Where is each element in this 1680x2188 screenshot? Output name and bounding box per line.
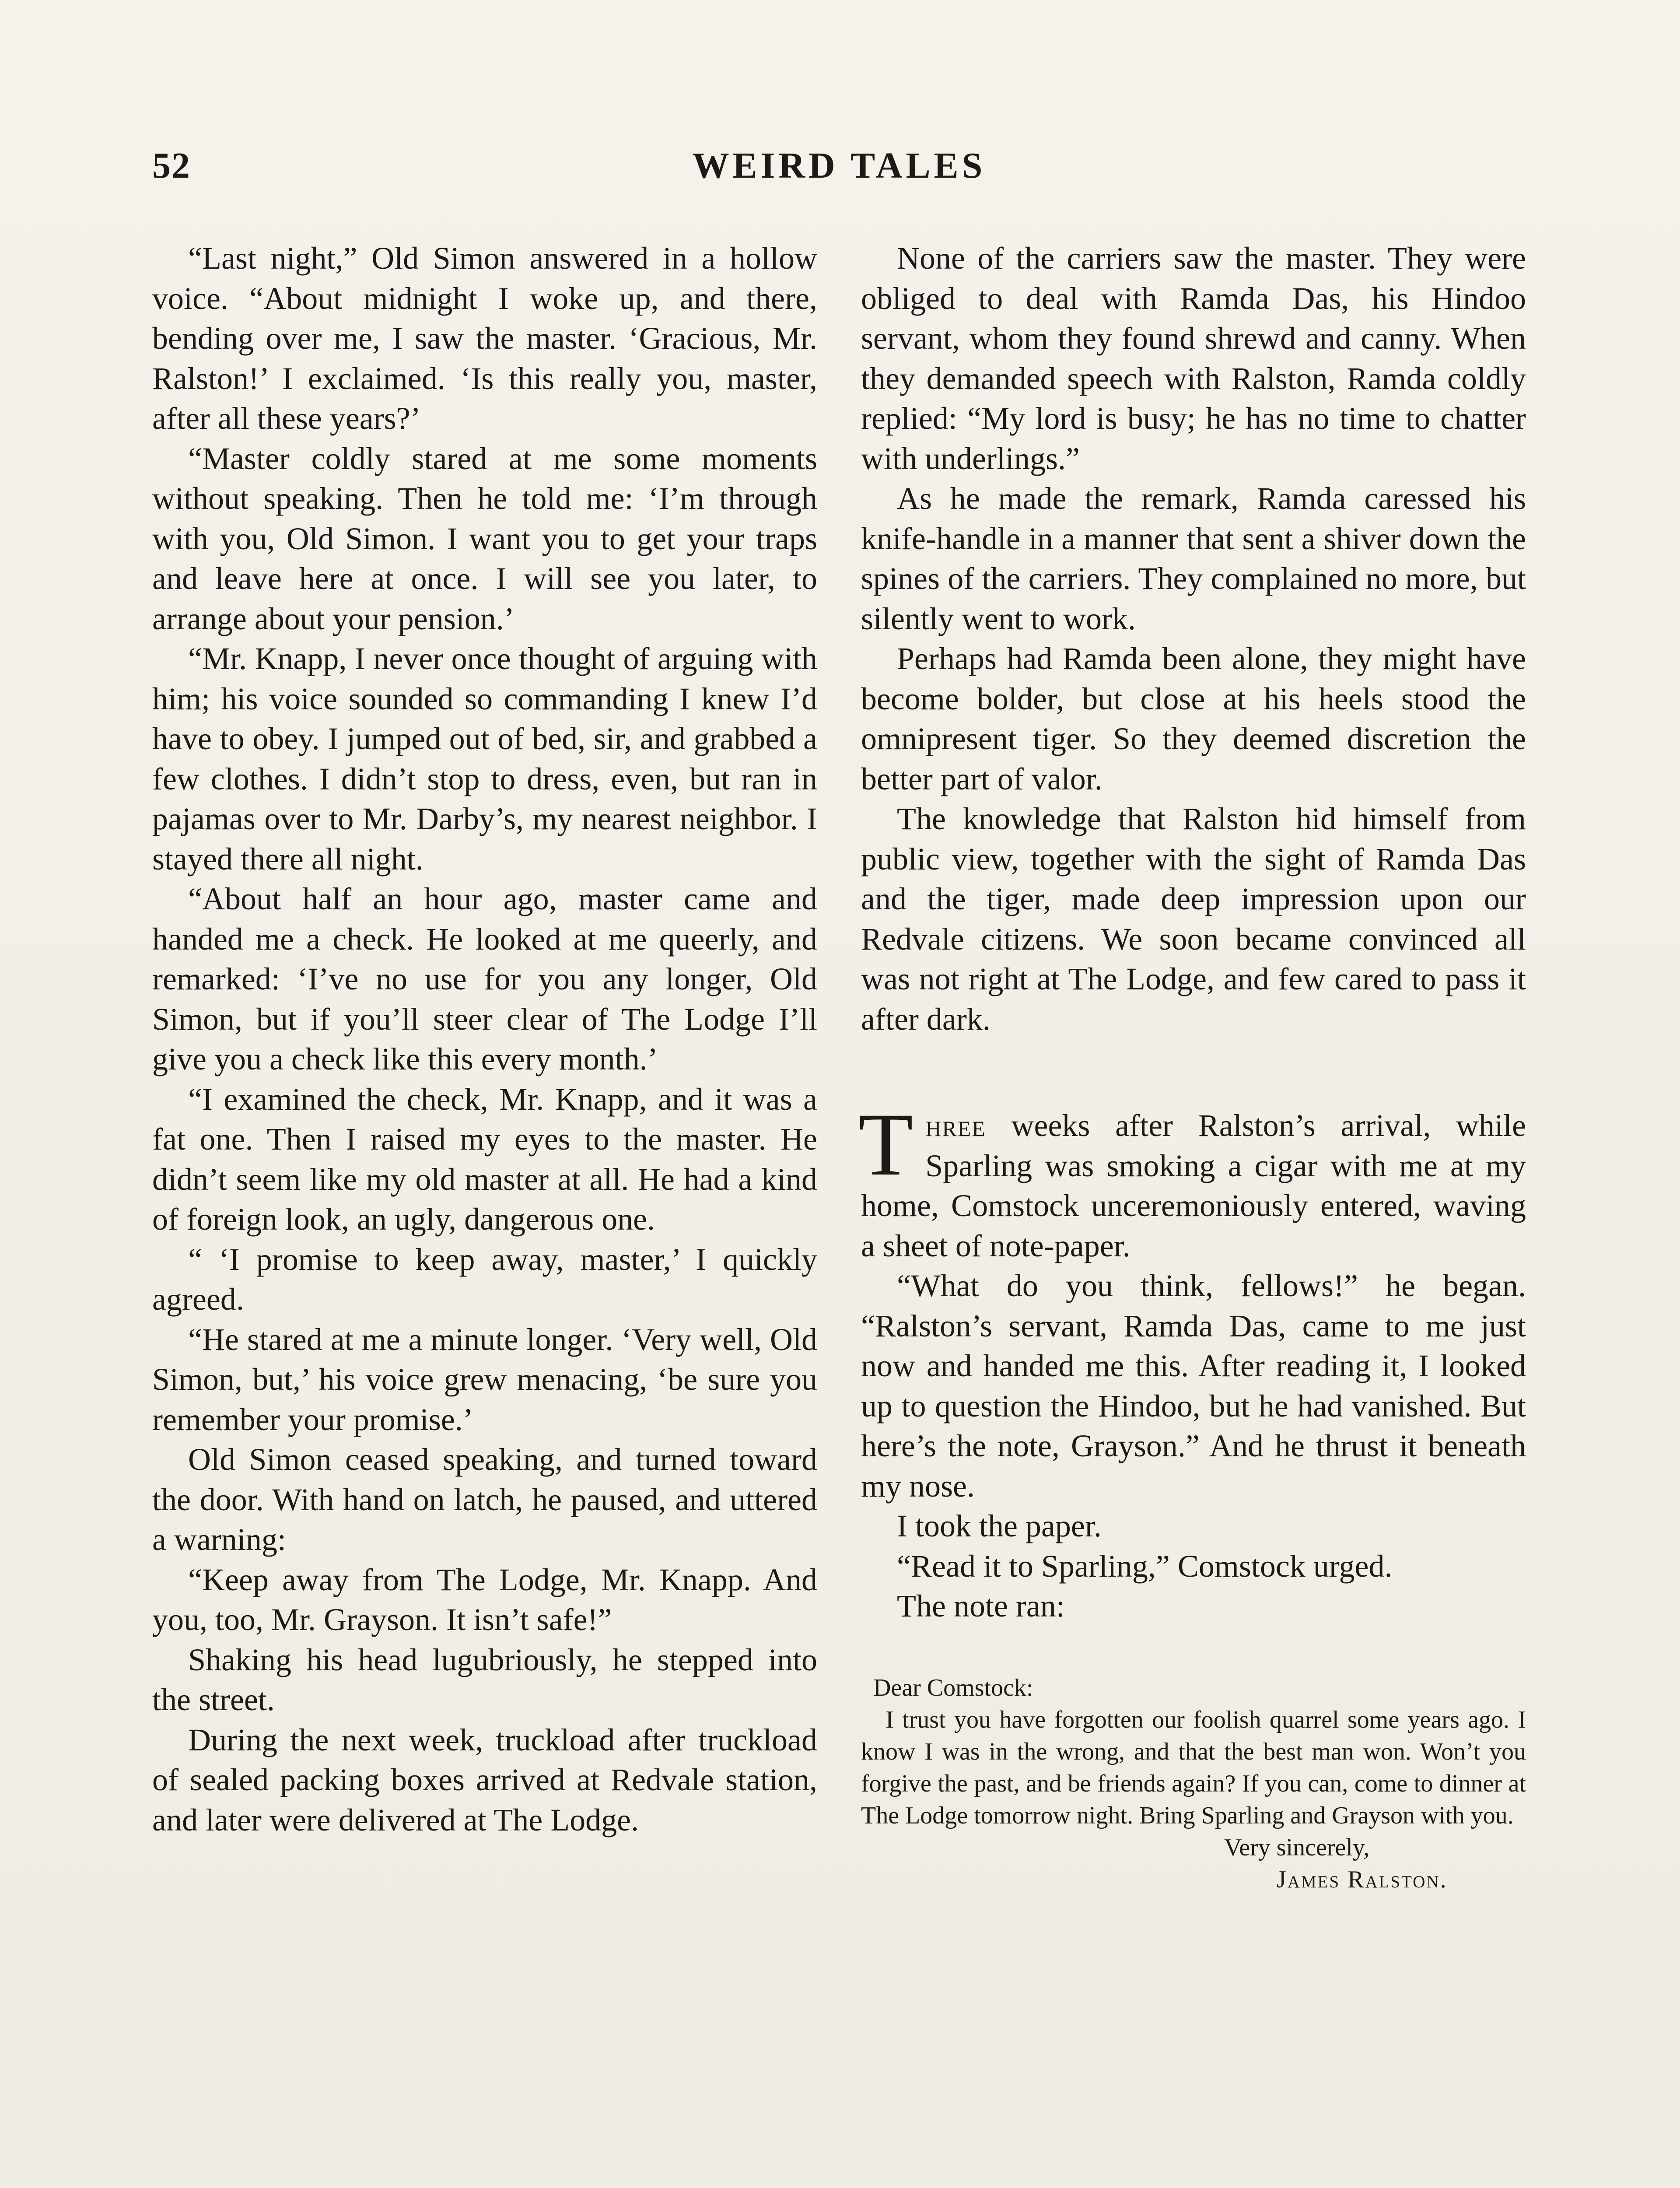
letter-salutation: Dear Comstock: (873, 1674, 1033, 1701)
paragraph: I took the paper. (897, 1508, 1102, 1543)
paragraph: During the next week, truckload after truckload of sealed packing boxes arrived at Redvale station, and later were delivered at The Lodge. (152, 1722, 817, 1837)
paragraph: As he made the remark, Ramda caressed his knife-handle in a manner that sent a shiver down the spines of the carriers. They complained no more, but silently went to work. (861, 481, 1526, 636)
paragraph: The knowledge that Ralston hid himself from public view, together with the sight of Ramda Das and the tiger, made deep impression upon our Redvale citizens. We soon became convinced all was not right at The Lodge, and few cared to pass it after dark. (861, 801, 1526, 1037)
small-caps-lead: hree (925, 1108, 986, 1143)
drop-cap: T (858, 1095, 914, 1194)
paragraph: “He stared at me a minute longer. ‘Very well, Old Simon, but,’ his voice grew menacing, ‘be sure you remember your promise.’ (152, 1322, 817, 1437)
paragraph: Perhaps had Ramda been alone, they might have become bolder, but close at his heels stood the omnipresent tiger. So they deemed discretion the better part of valor. (861, 641, 1526, 796)
running-title: WEIRD TALES (692, 145, 986, 186)
paragraph: “Read it to Sparling,” Comstock urged. (897, 1548, 1393, 1584)
paragraph: “Master coldly stared at me some moments without speaking. Then he told me: ‘I’m through with you, Old Simon. I want you to get your traps and leave here at once. I will see you later, to arrange about your pension.’ (152, 441, 817, 636)
paragraph: None of the carriers saw the master. They were obliged to deal with Ramda Das, his Hindoo servant, whom they found shrewd and canny. When they demanded speech with Ralston, Ramda coldly replied: “My lord is busy; he has no time to chatter with underlings.” (861, 241, 1526, 476)
left-column (152, 238, 817, 1840)
paragraph: “Keep away from The Lodge, Mr. Knapp. And you, too, Mr. Grayson. It isn’t safe!” (152, 1562, 817, 1637)
letter-closing: Very sincerely, (1224, 1834, 1370, 1861)
paragraph: “About half an hour ago, master came and handed me a check. He looked at me queerly, and remarked: ‘I’ve no use for you any longer, Old Simon, but if you’ll steer clear of The Lodge I’ll give you a check like this every month.’ (152, 881, 817, 1076)
paragraph-text: weeks after Ralston’s arrival, while Sparling was smoking a cigar with me at my home, Comstock unceremoniously entered, waving a sheet of note-paper. (861, 1108, 1526, 1263)
letter-body: I trust you have forgotten our foolish quarrel some years ago. I know I was in the wrong, and that the best man won. Won’t you forgive the past, and be friends again? If you can, come to dinner at The Lodge tomorrow night. Bring Sparling and Grayson with you. (861, 1706, 1526, 1829)
page-number: 52 (152, 145, 191, 186)
paragraph: “I examined the check, Mr. Knapp, and it was a fat one. Then I raised my eyes to the master. He didn’t seem like my old master at all. He had a kind of foreign look, an ugly, dangerous one. (152, 1081, 817, 1237)
paragraph: Shaking his head lugubriously, he stepped into the street. (152, 1642, 817, 1717)
paragraph: “Mr. Knapp, I never once thought of arguing with him; his voice sounded so commanding I knew I’d have to obey. I jumped out of bed, sir, and grabbed a few clothes. I didn’t stop to dress, even, but ran in pajamas over to Mr. Darby’s, my nearest neighbor. I stayed there all night. (152, 641, 817, 877)
page-header (152, 144, 1526, 193)
paragraph: “Last night,” Old Simon answered in a hollow voice. “About midnight I woke up, and there, bending over me, I saw the master. ‘Gracious, Mr. Ralston!’ I exclaimed. ‘Is this really you, master, after all these years?’ (152, 241, 817, 436)
paragraph: The note ran: (897, 1588, 1065, 1623)
right-column (858, 238, 1526, 1896)
letter-signature: James Ralston. (1277, 1865, 1448, 1893)
paragraph: “ ‘I promise to keep away, master,’ I quickly agreed. (152, 1241, 817, 1317)
section-opening-paragraph (858, 1095, 1526, 1266)
paragraph: Old Simon ceased speaking, and turned toward the door. With hand on latch, he paused, and uttered a warning: (152, 1442, 817, 1557)
paragraph: “What do you think, fellows!” he began. “Ralston’s servant, Ramda Das, came to me just now and handed me this. After reading it, I looked up to question the Hindoo, but he had vanished. But here’s the note, Grayson.” And he thrust it beneath my nose. (861, 1268, 1526, 1504)
quoted-letter (861, 1672, 1526, 1896)
